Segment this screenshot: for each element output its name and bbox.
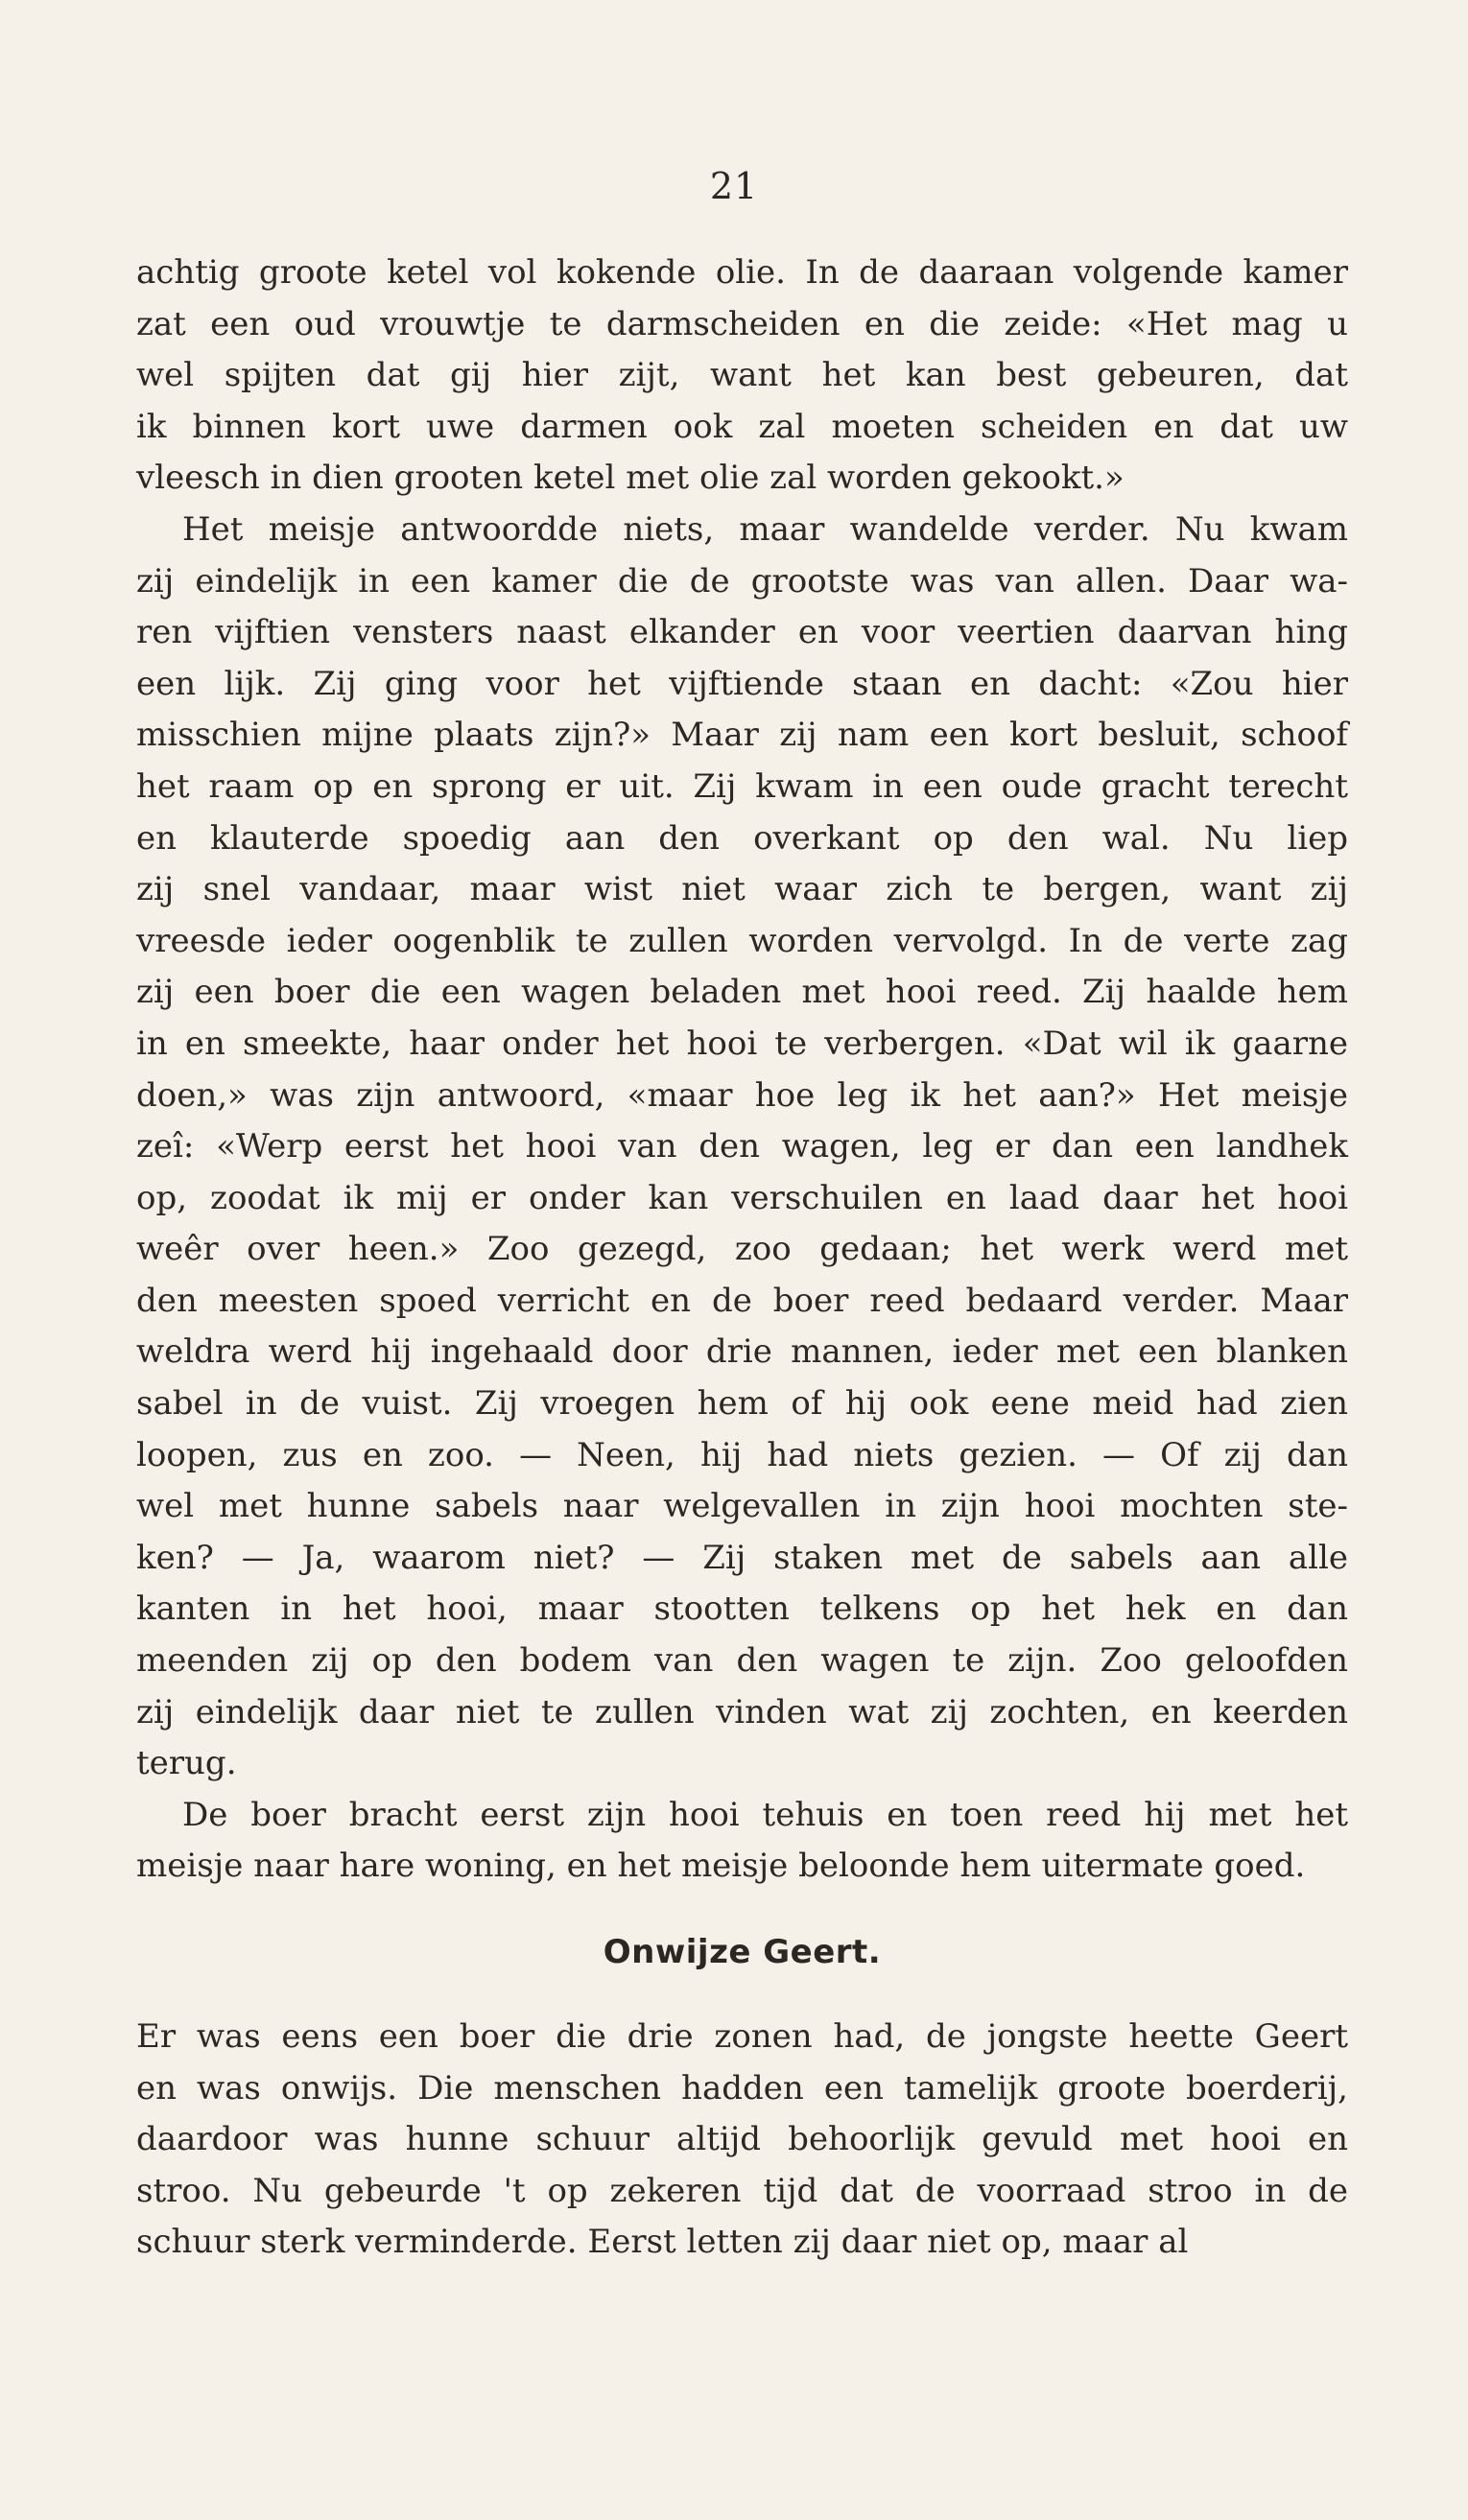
text-line: op, zoodat ik mij er onder kan verschuilen en laad daar het hooi: [136, 1178, 1348, 1217]
story-text-before: [136, 247, 1348, 1893]
text-line: daardoor was hunne schuur altijd behoorlijk gevuld met hooi en: [136, 2120, 1348, 2159]
text-line: kanten in het hooi, maar stootten telkens op het hek en dan: [136, 1590, 1348, 1629]
paragraph: [136, 2012, 1348, 2269]
text-line: Het meisje antwoordde niets, maar wandelde verder. Nu kwam: [182, 509, 1348, 549]
text-line: sabel in de vuist. Zij vroegen hem of hij ook eene meid had zien: [136, 1384, 1348, 1424]
text-line: weldra werd hij ingehaald door drie mannen, ieder met een blanken: [136, 1332, 1348, 1372]
page-body: [136, 247, 1348, 2269]
text-line: wel met hunne sabels naar welgevallen in zijn hooi mochten ste-: [136, 1487, 1348, 1526]
text-line: terug.: [136, 1744, 237, 1783]
text-line: wel spijten dat gij hier zijt, want het kan best gebeuren, dat: [136, 356, 1348, 395]
text-line: De boer bracht eerst zijn hooi tehuis en toen reed hij met het: [182, 1795, 1348, 1834]
text-line: het raam op en sprong er uit. Zij kwam in een oude gracht terecht: [136, 766, 1348, 806]
text-line: en was onwijs. Die menschen hadden een tamelijk groote boerderij,: [136, 2068, 1348, 2108]
story-heading: Onwijze Geert.: [603, 1933, 882, 1971]
text-line: zij snel vandaar, maar wist niet waar zich te bergen, want zij: [136, 870, 1348, 909]
text-line: ik binnen kort uwe darmen ook zal moeten scheiden en dat uw: [136, 407, 1348, 446]
paragraph: [136, 1790, 1348, 1893]
text-line: in en smeekte, haar onder het hooi te verbergen. «Dat wil ik gaarne: [136, 1024, 1348, 1063]
text-line: zeî: «Werp eerst het hooi van den wagen, leg er dan een landhek: [136, 1127, 1348, 1166]
text-line: stroo. Nu gebeurde 't op zekeren tijd dat de voorraad stroo in de: [136, 2171, 1348, 2210]
text-line: schuur sterk verminderde. Eerst letten zij daar niet op, maar al: [136, 2223, 1189, 2262]
text-line: vleesch in dien grooten ketel met olie zal worden gekookt.»: [136, 459, 1125, 498]
text-line: achtig groote ketel vol kokende olie. In de daaraan volgende kamer: [136, 253, 1348, 292]
story-text-after: [136, 2012, 1348, 2269]
text-line: ren vijftien vensters naast elkander en voor veertien daarvan hing: [136, 613, 1348, 652]
text-line: zij een boer die een wagen beladen met hooi reed. Zij haalde hem: [136, 973, 1348, 1012]
text-line: ken? — Ja, waarom niet? — Zij staken met de sabels aan alle: [136, 1538, 1348, 1577]
text-line: Er was eens een boer die drie zonen had, de jongste heette Geert: [136, 2017, 1348, 2056]
text-line: meenden zij op den bodem van den wagen te zijn. Zoo geloofden: [136, 1641, 1348, 1681]
text-line: misschien mijne plaats zijn?» Maar zij nam een kort besluit, schoof: [136, 716, 1348, 755]
text-line: doen,» was zijn antwoord, «maar hoe leg ik het aan?» Het meisje: [136, 1075, 1348, 1115]
text-line: een lijk. Zij ging voor het vijftiende staan en dacht: «Zou hier: [136, 664, 1348, 703]
text-line: zat een oud vrouwtje te darmscheiden en die zeide: «Het mag u: [136, 304, 1348, 343]
text-line: loopen, zus en zoo. — Neen, hij had niets gezien. — Of zij dan: [136, 1435, 1348, 1474]
text-line: zij eindelijk in een kamer die de grootste was van allen. Daar wa-: [136, 561, 1348, 601]
text-line: meisje naar hare woning, en het meisje beloonde hem uitermate goed.: [136, 1847, 1306, 1886]
text-line: weêr over heen.» Zoo gezegd, zoo gedaan; het werk werd met: [136, 1230, 1348, 1269]
paragraph: [136, 247, 1348, 505]
text-line: vreesde ieder oogenblik te zullen worden vervolgd. In de verte zag: [136, 921, 1348, 960]
paragraph: [136, 505, 1348, 1790]
text-line: den meesten spoed verricht en de boer reed bedaard verder. Maar: [136, 1281, 1348, 1320]
text-line: en klauterde spoedig aan den overkant op den wal. Nu liep: [136, 818, 1348, 858]
page-number: 21: [709, 165, 759, 207]
text-line: zij eindelijk daar niet te zullen vinden wat zij zochten, en keerden: [136, 1692, 1348, 1731]
